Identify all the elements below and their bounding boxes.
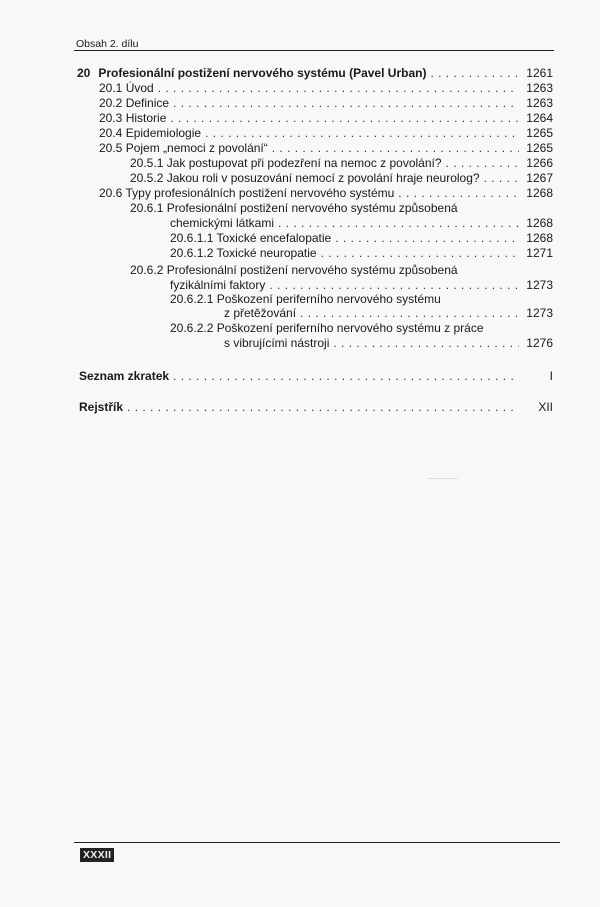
chapter-number: 20 — [77, 66, 91, 80]
toc-entry[interactable] — [170, 278, 553, 292]
toc-entry[interactable] — [130, 171, 553, 185]
toc-entry-label: 20.5.2 Jakou roli v posuzování nemocí z povolání hraje neurolog? — [130, 171, 480, 185]
toc-entry-label[interactable]: 20.6.2 Profesionální postižení nervového systému způsobená — [130, 263, 458, 277]
toc-entry[interactable] — [99, 96, 553, 110]
dot-leader — [205, 126, 519, 140]
toc-entry-label: 20.3 Historie — [99, 111, 167, 125]
dot-leader — [272, 141, 519, 155]
toc-entry-index[interactable] — [79, 400, 553, 414]
dot-leader — [484, 171, 519, 185]
toc-entry-label: 20.1 Úvod — [99, 81, 154, 95]
page-number: XII — [538, 400, 553, 414]
toc-entry-label[interactable]: 20.6.2.1 Poškození periferního nervového systému — [170, 292, 441, 306]
toc-entry[interactable] — [224, 306, 553, 320]
page-number: 1264 — [526, 111, 553, 125]
page-number: 1263 — [526, 81, 553, 95]
toc-entry[interactable] — [99, 141, 553, 155]
toc-entry-chapter-20[interactable] — [77, 66, 553, 80]
toc-entry-label: z přetěžování — [224, 306, 297, 320]
dot-leader — [430, 66, 519, 80]
page-number: 1267 — [526, 171, 553, 185]
toc-entry[interactable] — [99, 111, 553, 125]
scan-mark — [428, 478, 458, 481]
toc-entry-label: 20.2 Definice — [99, 96, 170, 110]
page-number: 1268 — [526, 186, 553, 200]
toc-entry-label: 20.6.1.1 Toxické encefalopatie — [170, 231, 332, 245]
toc-entry[interactable] — [224, 336, 553, 350]
toc-entry[interactable] — [170, 231, 553, 245]
toc-entry-label: s vibrujícími nástroji — [224, 336, 330, 350]
toc-entry-label[interactable]: 20.6.1 Profesionální postižení nervového systému způsobená — [130, 201, 458, 215]
dot-leader — [333, 336, 519, 350]
toc-entry-label: Seznam zkratek — [79, 369, 170, 383]
dot-leader — [173, 369, 519, 383]
page-number: 1271 — [526, 246, 553, 260]
page-number: 1265 — [526, 126, 553, 140]
page-number: I — [549, 369, 553, 383]
dot-leader — [398, 186, 519, 200]
page-folio: XXXII — [80, 848, 114, 862]
toc-entry[interactable] — [130, 156, 553, 170]
toc-entry-label: 20.6 Typy profesionálních postižení nervového systému — [99, 186, 395, 200]
dot-leader — [173, 96, 519, 110]
dot-leader — [269, 278, 519, 292]
page-number: 1273 — [526, 278, 553, 292]
dot-leader — [158, 81, 519, 95]
page-number: 1266 — [526, 156, 553, 170]
toc-entry-label: 20.4 Epidemiologie — [99, 126, 202, 140]
footer-rule — [74, 842, 560, 843]
toc-entry[interactable] — [170, 216, 553, 230]
chapter-title: Profesionální postižení nervového systému (Pavel Urban) — [98, 66, 427, 80]
toc-entry[interactable] — [99, 126, 553, 140]
dot-leader — [127, 400, 519, 414]
running-header: Obsah 2. dílu — [76, 38, 139, 50]
page-number: 1268 — [526, 231, 553, 245]
dot-leader — [446, 156, 519, 170]
dot-leader — [278, 216, 519, 230]
page-number: 1261 — [526, 66, 553, 80]
toc-entry-label: fyzikálními faktory — [170, 278, 266, 292]
toc-entry[interactable] — [99, 186, 553, 200]
page-number: 1265 — [526, 141, 553, 155]
page-number: 1263 — [526, 96, 553, 110]
toc-entry-label[interactable]: 20.6.2.2 Poškození periferního nervového systému z práce — [170, 321, 484, 335]
toc-entry-label: chemickými látkami — [170, 216, 275, 230]
page-number: 1268 — [526, 216, 553, 230]
dot-leader — [335, 231, 519, 245]
toc-entry[interactable] — [99, 81, 553, 95]
toc-entry-label: Rejstřík — [79, 400, 124, 414]
toc-entry-abbreviations[interactable] — [79, 369, 553, 383]
toc-entry-label: 20.6.1.2 Toxické neuropatie — [170, 246, 317, 260]
dot-leader — [170, 111, 519, 125]
toc-entry-label: 20.5 Pojem „nemoci z povolání“ — [99, 141, 268, 155]
page-number: 1273 — [526, 306, 553, 320]
page-number: 1276 — [526, 336, 553, 350]
dot-leader — [300, 306, 519, 320]
dot-leader — [321, 246, 519, 260]
toc-entry[interactable] — [170, 246, 553, 260]
toc-entry-label: 20.5.1 Jak postupovat při podezření na nemoc z povolání? — [130, 156, 442, 170]
